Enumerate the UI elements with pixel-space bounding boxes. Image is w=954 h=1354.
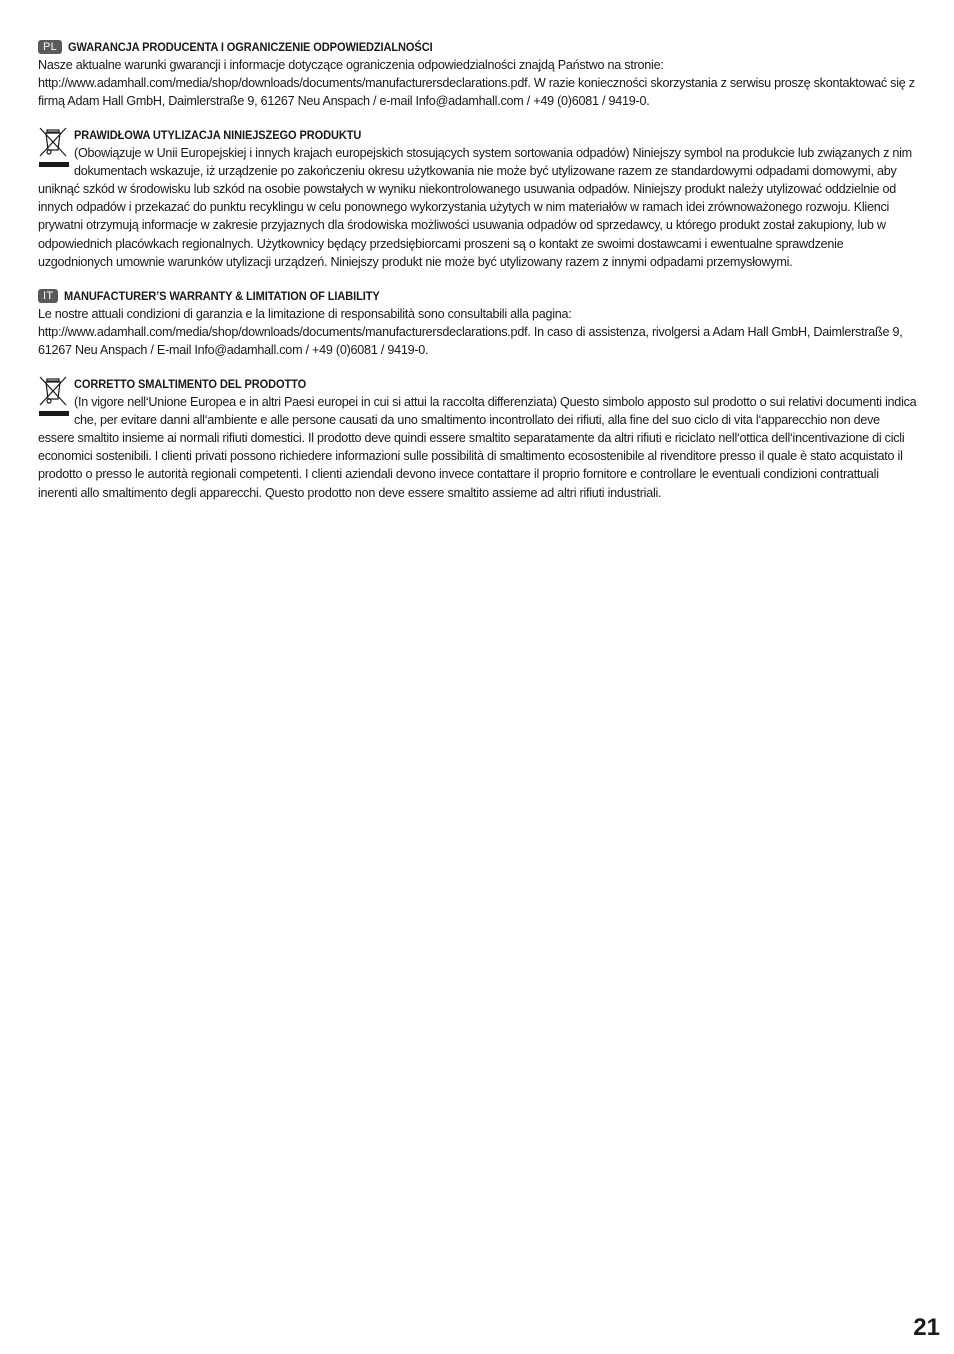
page-number: 21 [913, 1314, 940, 1341]
section-body: (In vigore nell‘Unione Europea e in altri Paesi europei in cui si attui la raccolta differenziata) Questo simbolo apposto sul prodotto o sui relativi documenti indica che, per evitare danni all‘ambiente e alle persone causati da uno smaltimento incontrollato dei rifiuti, alla fine del suo ciclo di vita l‘apparecchio non deve essere smaltito insieme ai normali rifiuti domestici. Il prodotto deve quindi essere smaltito separatamente da altri rifiuti e riciclato nell‘ottica dell‘incentivazione di cicli economici sostenibili. I clienti privati possono richiedere informazioni sulle possibilità di smaltimento ecosostenibile al rivenditore presso il quale è stato acquistato il prodotto o presso le autorità regionali competenti. I clienti aziendali devono invece contattare il proprio fornitore e controllare le eventuali condizioni contrattuali inerenti allo smaltimento degli apparecchi. Questo prodotto non deve essere smaltito assieme ad altri rifiuti industriali. [38, 394, 917, 500]
section-pl-warranty [38, 38, 918, 111]
section-title: GWARANCJA PRODUCENTA I OGRANICZENIE ODPOWIEDZIALNOŚCI [68, 40, 433, 54]
section-heading [38, 38, 918, 56]
document-page [38, 38, 918, 518]
crossed-out-wheelie-bin-icon [38, 126, 70, 176]
section-it-warranty [38, 287, 918, 360]
section-heading [38, 287, 918, 305]
language-badge-it: IT [38, 289, 58, 303]
section-body: (Obowiązuje w Unii Europejskiej i innych krajach europejskich stosujących system sortowania odpadów) Niniejszy symbol na produkcie lub związanych z nim dokumentach wskazuje, iż urządzenie po zakończeniu okresu użytkowania nie może być utylizowane razem ze standardowymi odpadami domowymi, aby uniknąć szkód w środowisku lub szkód na osobie powstałych w wyniku niekontrolowanego usuwania odpadów. Niniejszy produkt należy utylizować oddzielnie od innych odpadów i przekazać do punktu recyklingu w celu ponownego wykorzystania użytych w nim materiałów w ramach idei zrównoważonego rozwoju. Klienci prywatni otrzymują informacje w zakresie przyjaznych dla środowiska możliwości usuwania odpadów od sprzedawcy, u którego produkt został zakupiony, lub w odpowiednich placówkach regionalnych. Użytkownicy będący przedsiębiorcami proszeni są o kontakt ze swoimi dostawcami i ewentualne sprawdzenie uzgodnionych umownie warunków utylizacji urządzeń. Niniejszy produkt nie może być utylizowany razem z innymi odpadami przemysłowymi. [38, 145, 912, 269]
section-title: CORRETTO SMALTIMENTO DEL PRODOTTO [74, 376, 307, 391]
section-body: Le nostre attuali condizioni di garanzia e la limitazione di responsabilità sono consultabili alla pagina: http://www.adamhall.com/media/shop/downloads/documents/manufacturersdeclarations.pdf. In caso di assistenza, rivolgersi a Adam Hall GmbH, Daimlerstraße 9, 61267 Neu Anspach / E-mail Info@adamhall.com / +49 (0)6081 / 9419-0. [38, 307, 903, 358]
section-title: MANUFACTURER’S WARRANTY & LIMITATION OF LIABILITY [64, 289, 381, 304]
section-body: Nasze aktualne warunki gwarancji i informacje dotyczące ograniczenia odpowiedzialności znajdą Państwo na stronie: http://www.adamhall.com/media/shop/downloads/documents/manufacturersdeclarations.pdf. W razie konieczności skorzystania z serwisu proszę skontaktować się z firmą Adam Hall GmbH, Daimlerstraße 9, 61267 Neu Anspach / e-mail Info@adamhall.com / +49 (0)6081 / 9419-0. [38, 58, 915, 109]
section-pl-disposal [38, 126, 918, 271]
crossed-out-wheelie-bin-icon [38, 375, 70, 425]
section-title: PRAWIDŁOWA UTYLIZACJA NINIEJSZEGO PRODUKTU [74, 127, 362, 142]
section-it-disposal [38, 375, 918, 502]
language-badge-pl: PL [38, 40, 62, 54]
